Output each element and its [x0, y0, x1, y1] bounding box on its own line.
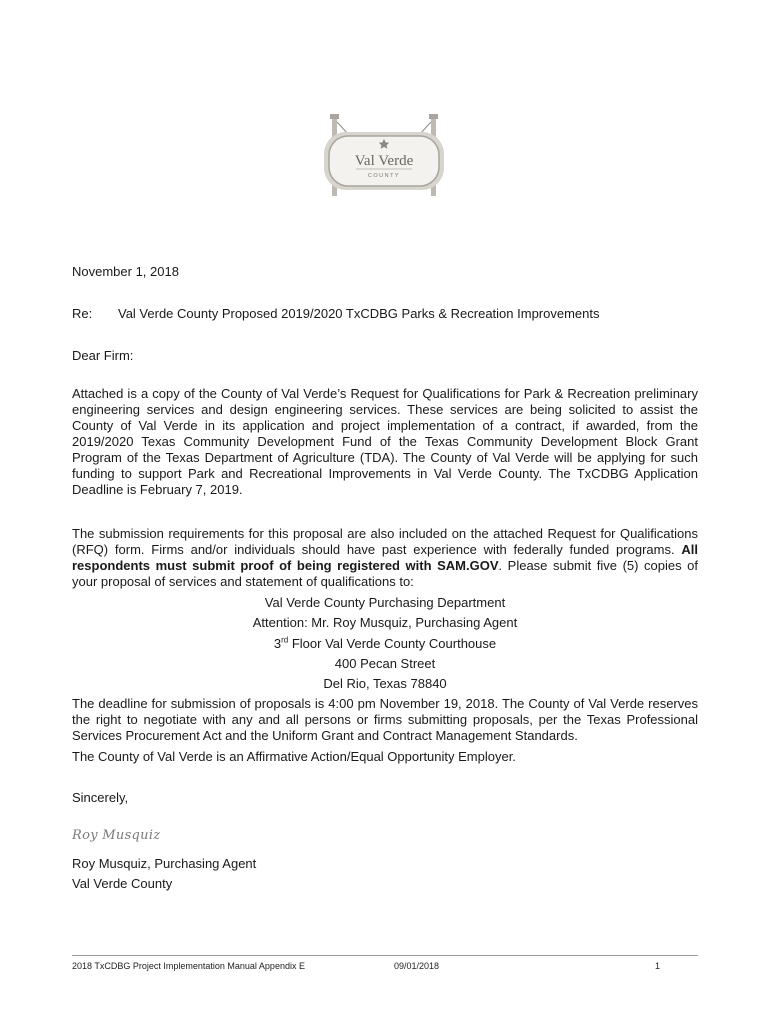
footer-date: 09/01/2018: [394, 961, 440, 971]
submission-text: The submission requirements for this proposal are also included on the attached Request for Qualifications (RFQ) form. Firms and/or individuals should have past experience with federally funded programs.: [72, 526, 698, 557]
submission-text-end: . Please submit five (5) copies of your proposal of services and statement of qualifications to:: [72, 558, 698, 589]
logo-subtitle: COUNTY: [367, 173, 401, 179]
salutation: Dear Firm:: [72, 348, 134, 363]
footer-title: 2018 TxCDBG Project Implementation Manual Appendix E: [72, 961, 305, 971]
re-subject: Val Verde County Proposed 2019/2020 TxCDBG Parks & Recreation Improvements: [118, 306, 600, 321]
re-label: Re:: [72, 306, 93, 321]
sam-gov-requirement: All respondents must submit proof of being registered with SAM.GOV: [72, 542, 698, 573]
page-number: 1: [655, 961, 661, 971]
address-city: Del Rio, Texas 78840: [323, 676, 447, 692]
re-line: [72, 306, 698, 322]
address-attention: Attention: Mr. Roy Musquiz, Purchasing Agent: [252, 615, 518, 631]
val-verde-county-logo: [318, 112, 450, 198]
logo-title: Val Verde: [354, 153, 414, 169]
address-street: 400 Pecan Street: [334, 655, 436, 671]
letter-date: November 1, 2018: [72, 264, 179, 279]
signer-name-title: Roy Musquiz, Purchasing Agent: [72, 856, 257, 871]
mailing-address: [72, 593, 698, 694]
paragraph-submission-requirements: [72, 526, 698, 590]
address-department: Val Verde County Purchasing Department: [264, 595, 506, 610]
eeo-statement: The County of Val Verde is an Affirmative Action/Equal Opportunity Employer.: [72, 749, 516, 764]
closing: Sincerely,: [72, 790, 129, 805]
signer-block: [72, 854, 698, 894]
footer-divider: [72, 955, 698, 956]
paragraph-deadline: The deadline for submission of proposals is 4:00 pm November 19, 2018. The County of Val Verde reserves the right to negotiate with any and all persons or firms submitting proposals, per the Texas Professional Services Procurement Act and the Uniform Grant and Contract Management Standards.: [72, 696, 698, 743]
signer-organization: Val Verde County: [72, 876, 173, 891]
handwritten-signature: Roy Musquiz: [72, 828, 161, 843]
paragraph-rfq-intro: Attached is a copy of the County of Val Verde’s Request for Qualifications for Park & Recreation preliminary engineering services and design engineering services. These services are being solicited to assist the County of Val Verde in its application and project implementation of a contract, if awarded, from the 2019/2020 Texas Community Development Fund of the Texas Community Development Block Grant Program of the Texas Department of Agriculture (TDA). The County of Val Verde will be applying for such funding to support Park and Recreational Improvements in Val Verde County. The TxCDBG Application Deadline is February 7, 2019.: [72, 386, 698, 497]
address-floor: 3rd Floor Val Verde County Courthouse: [273, 635, 497, 651]
